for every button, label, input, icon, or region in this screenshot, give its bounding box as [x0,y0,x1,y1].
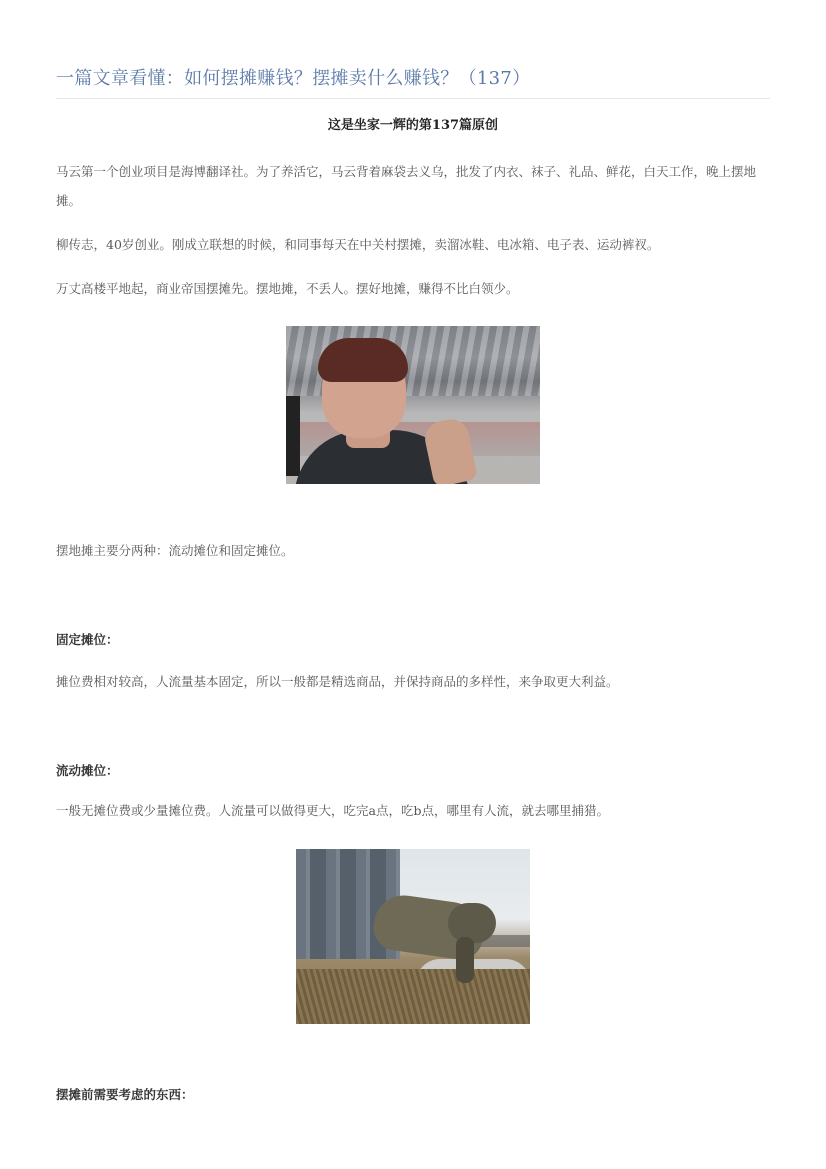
paragraph-fixed-stall: 摊位费相对较高，人流量基本固定，所以一般都是精选商品，并保持商品的多样性，来争取更大利益。 [56,674,619,689]
paragraph-mayun: 马云第一个创业项目是海博翻译社。为了养活它，马云背着麻袋去义乌，批发了内衣、袜子、礼品、鲜花，白天工作，晚上摆地摊。 [56,164,757,208]
heading-mobile-stall: 流动摊位： [56,763,119,778]
man-gesturing-image [286,326,540,484]
soldier-crawling-image [296,849,530,1024]
paragraph-wanzhang: 万丈高楼平地起，商业帝国摆摊先。摆地摊，不丢人。摆好地摊，赚得不比白领少。 [56,281,519,296]
article-subtitle: 这是坐家一辉的第137篇原创 [327,118,499,133]
heading-before-stall: 摆摊前需要考虑的东西： [56,1087,194,1102]
paragraph-mobile-stall: 一般无摊位费或少量摊位费。人流量可以做得更大，吃完a点，吃b点，哪里有人流，就去哪里捕猎。 [56,803,609,818]
paragraph-liuchuanzhi: 柳传志，40岁创业。刚成立联想的时候，和同事每天在中关村摆摊，卖溜冰鞋、电冰箱、电子表、运动裤衩。 [56,237,660,252]
heading-fixed-stall: 固定摊位： [56,632,119,647]
article-title: 一篇文章看懂：如何摆摊赚钱？摆摊卖什么赚钱？（137） [56,68,531,89]
paragraph-two-types: 摆地摊主要分两种：流动摊位和固定摊位。 [56,543,294,558]
title-divider [56,98,770,99]
